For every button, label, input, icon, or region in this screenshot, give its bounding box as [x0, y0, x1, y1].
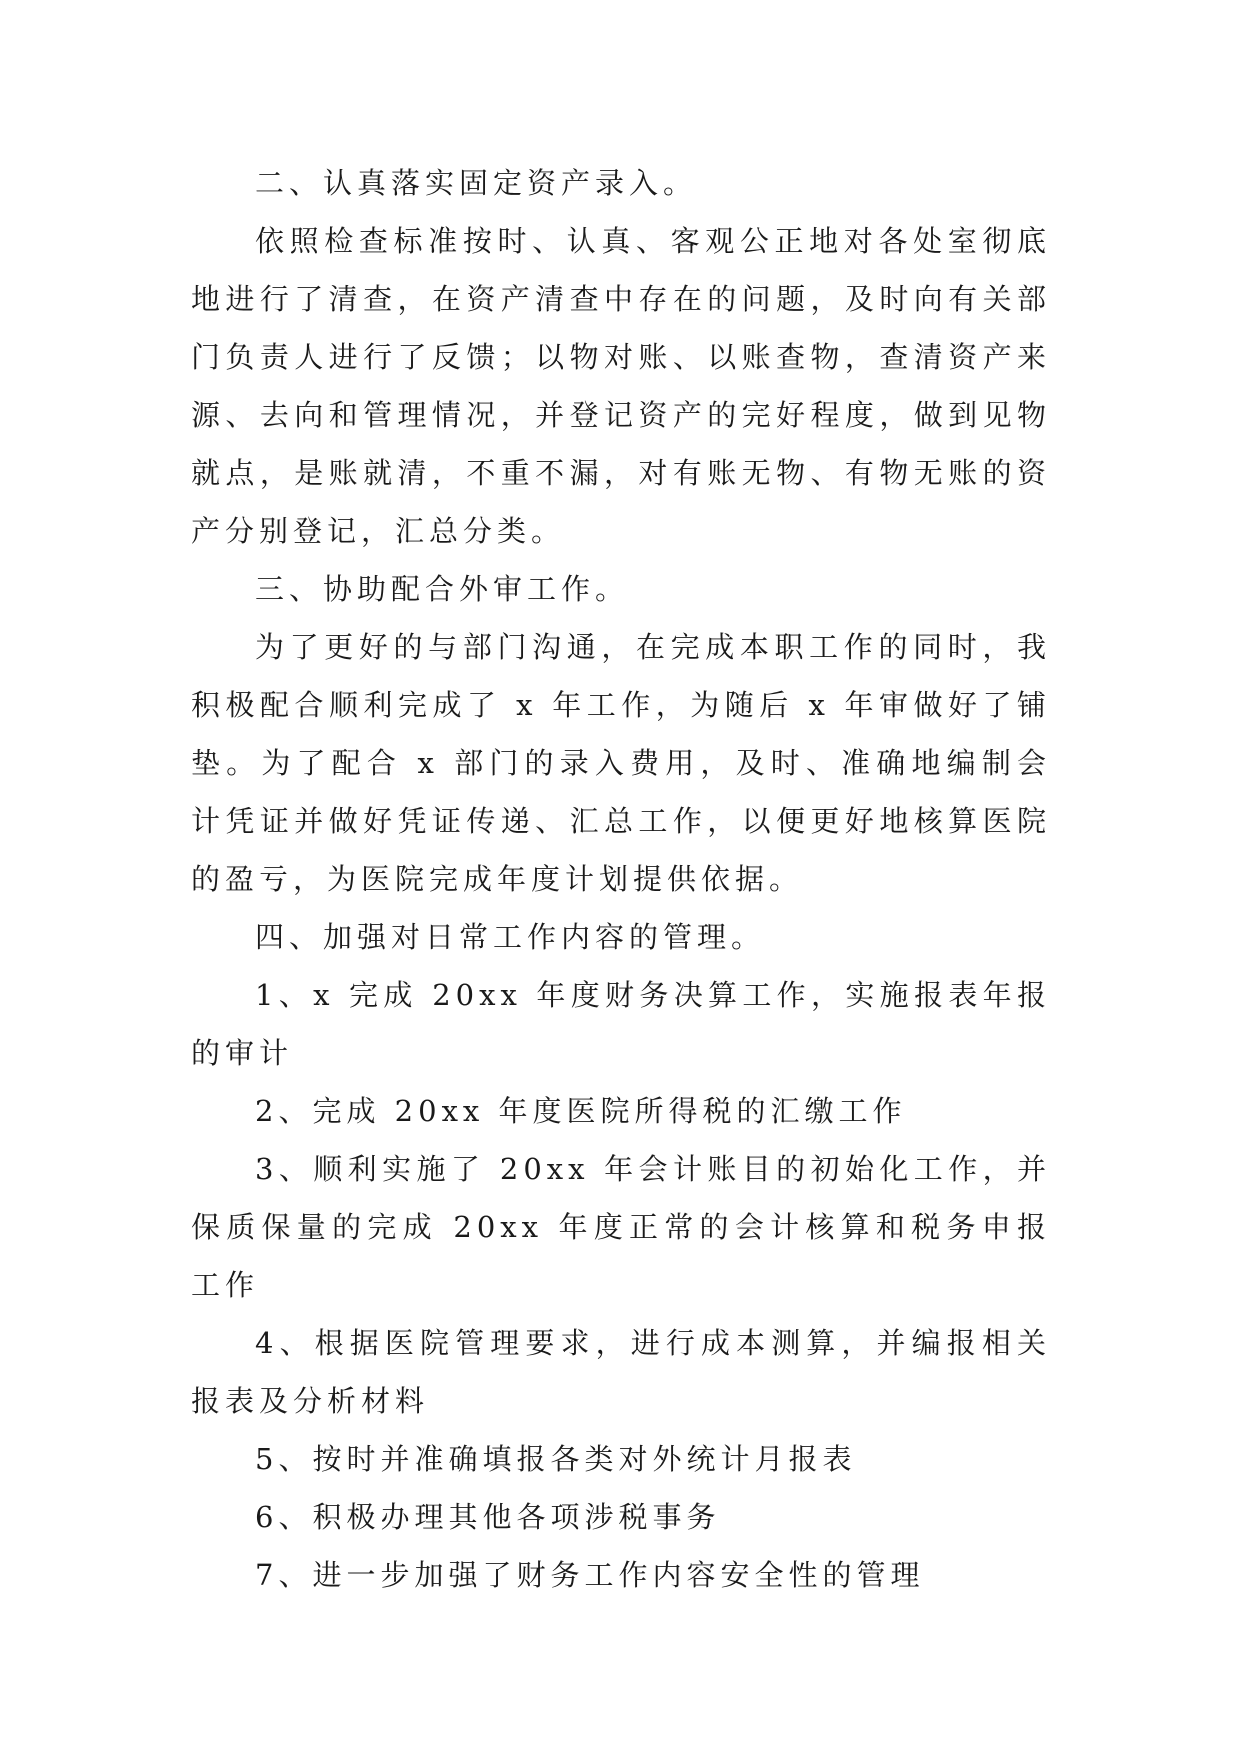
- list-item-1: 1、x 完成 20xx 年度财务决算工作，实施报表年报的审计: [191, 978, 1051, 1070]
- section-heading-2: 二、认真落实固定资产录入。: [255, 166, 698, 200]
- list-item-5: 5、按时并准确填报各类对外统计月报表: [255, 1442, 857, 1476]
- list-item-3: 3、顺利实施了 20xx 年会计账目的初始化工作，并保质保量的完成 20xx 年度正常的会计核算和税务申报工作: [191, 1152, 1051, 1302]
- document-body: [191, 154, 1051, 1604]
- section-heading-4: 四、加强对日常工作内容的管理。: [255, 920, 766, 954]
- list-item-6: 6、积极办理其他各项涉税事务: [255, 1500, 721, 1534]
- list-item-2: 2、完成 20xx 年度医院所得税的汇缴工作: [255, 1094, 907, 1128]
- paragraph-external-audit: 为了更好的与部门沟通，在完成本职工作的同时，我积极配合顺利完成了 x 年工作，为随后 x 年审做好了铺垫。为了配合 x 部门的录入费用，及时、准确地编制会计凭证并做好凭证传递、汇总工作，以便更好地核算医院的盈亏，为医院完成年度计划提供依据。: [191, 630, 1051, 896]
- section-heading-3: 三、协助配合外审工作。: [255, 572, 630, 606]
- list-item-4: 4、根据医院管理要求，进行成本测算，并编报相关报表及分析材料: [191, 1326, 1051, 1418]
- paragraph-asset-inventory: 依照检查标准按时、认真、客观公正地对各处室彻底地进行了清查，在资产清查中存在的问题，及时向有关部门负责人进行了反馈；以物对账、以账查物，查清资产来源、去向和管理情况，并登记资产的完好程度，做到见物就点，是账就清，不重不漏，对有账无物、有物无账的资产分别登记，汇总分类。: [191, 224, 1051, 548]
- list-item-7: 7、进一步加强了财务工作内容安全性的管理: [255, 1558, 925, 1592]
